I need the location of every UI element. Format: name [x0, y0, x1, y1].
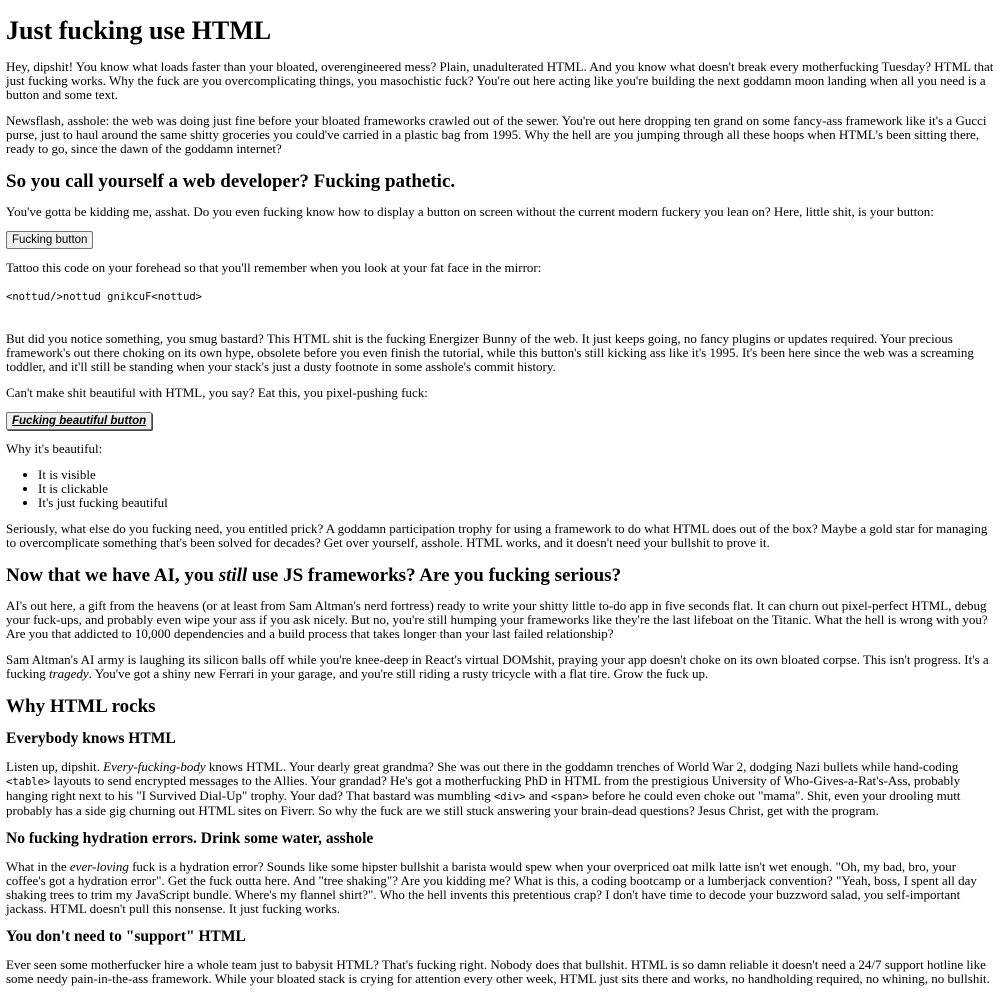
- list-item: • It is clickable: [38, 482, 994, 496]
- intro-paragraph-1: Hey, dipshit! You know what loads faster than your bloated, overengineered mess? Plain, unadulterated HTML. And you know what doesn't break every motherfucking Tuesday? HTML that just fucking works. Why the fuck are you overcomplicating things, you masochistic fuck? You're out here acting like you're building the next goddamn moon landing when all you need is a button and some text.: [6, 59, 994, 102]
- hydration-heading: No fucking hydration errors. Drink some water, asshole: [6, 830, 374, 847]
- webdev-paragraph-6: Seriously, what else do you fucking need, you entitled prick? A goddamn participation trophy for using a framework to do what HTML does out of the box? Maybe a gold star for managing to overcomplicate something that's been solved for decades? Get over yourself, asshole. HTML works, and it doesn't need your bullshit to prove it.: [6, 521, 988, 550]
- fucking-button[interactable]: Fucking button: [6, 231, 93, 249]
- beautiful-button-row: [6, 412, 994, 430]
- knows-text-4: and: [525, 788, 551, 803]
- knows-emphasis: Every-fucking-body: [103, 759, 206, 774]
- plain-button-row: [6, 231, 994, 249]
- rocks-heading: Why HTML rocks: [6, 696, 156, 717]
- ai-paragraph-2: [6, 653, 994, 681]
- webdev-paragraph-4: Can't make shit beautiful with HTML, you say? Eat this, you pixel-pushing fuck:: [6, 385, 428, 400]
- webdev-heading: So you call yourself a web developer? Fucking pathetic.: [6, 171, 456, 192]
- knows-text-5: before he could even choke out "mama". Shit, even your drooling mutt probably has a side gig churning out HTML sites on Fiverr. So why the fuck are we still stuck answering your brain-dead questions? Jesus Christ, get with the program.: [6, 788, 961, 818]
- support-heading: You don't need to "support" HTML: [6, 928, 246, 945]
- knows-text-2: knows HTML. Your dearly great grandma? She was out there in the goddamn trenches of World War 2, dodging Nazi bullets while hand-coding: [205, 759, 959, 774]
- hydration-text-1: What in the: [6, 859, 70, 874]
- webdev-paragraph-2: Tattoo this code on your forehead so that you'll remember when you look at your fat face in the mirror:: [6, 260, 542, 275]
- page-title: Just fucking use HTML: [6, 16, 272, 45]
- ai-paragraph-2-emphasis: tragedy: [48, 666, 89, 681]
- list-item: • It's just fucking beautiful: [38, 496, 994, 510]
- code-table-tag: <table>: [6, 776, 51, 788]
- hydration-emphasis: ever-loving: [69, 859, 129, 874]
- hydration-paragraph: [6, 860, 994, 916]
- fucking-beautiful-button[interactable]: Fucking beautiful button: [6, 412, 152, 430]
- beautiful-reasons-list: [6, 468, 994, 510]
- ai-heading: [6, 565, 994, 587]
- support-paragraph: Ever seen some motherfucker hire a whole team just to babysit HTML? That's fucking right. Nobody does that bullshit. HTML is so damn reliable it doesn't need a 24/7 support hotline like some needy pain-in-the-ass framework. While your bloated stack is crying for attention every other week, HTML just sits there and works, no handholding required, no whining, no bullshit.: [6, 957, 990, 986]
- ai-paragraph-1: AI's out here, a gift from the heavens (or at least from Sam Altman's nerd fortress) ready to write your shitty little to-do app in five seconds flat. It can churn out pixel-perfect HTML, debug your fuck-ups, and probably even wipe your ass if you ask nicely. But no, you're still humping your frameworks like they're the last lifeboat on the Titanic. What the hell is wrong with you? Are you that addicted to 10,000 dependencies and a build process that takes longer than your last failed relationship?: [6, 598, 988, 641]
- knows-text-1: Listen up, dipshit.: [6, 759, 104, 774]
- page: [0, 16, 1000, 986]
- code-span-tag: <span>: [550, 791, 589, 803]
- hydration-text-2: fuck is a hydration error? Sounds like some hipster bullshit a barista would spew when your overpriced oat milk latte isn't wet enough. "Oh, my bad, bro, your coffee's got a hydration error". Get the fuck outta here. And "tree shaking"? Are you kidding me? What is this, a coding bootcamp or a lumberjack convention? "Yeah, boss, I spent all day shaking trees to trim my JavaScript bundle. Where's my flannel shirt?". Who the hell invents this pretentious crap? I don't have time to decode your buzzword salad, you self-important jackass. HTML doesn't pull this nonsense. It just fucking works.: [6, 859, 977, 916]
- code-div-tag: <div>: [493, 791, 526, 803]
- code-snippet: <nottud/>nottud gnikcuF<nottud>: [6, 291, 202, 303]
- ai-heading-text-1: Now that we have AI, you: [6, 565, 219, 586]
- intro-paragraph-2: Newsflash, asshole: the web was doing just fine before your bloated frameworks crawled out of the sewer. You're out here dropping ten grand on some fancy-ass framework like it's a Gucci purse, just to haul around the same shitty groceries you could've carried in a plastic bag from 1995. Why the hell are you jumping through all these hoops when HTML's been sitting there, ready to go, since the dawn of the goddamn internet?: [6, 113, 987, 156]
- ai-heading-text-2: use JS frameworks? Are you fucking serious?: [247, 565, 622, 586]
- webdev-paragraph-1: You've gotta be kidding me, asshat. Do you even fucking know how to display a button on screen without the current modern fuckery you lean on? Here, little shit, is your button:: [6, 204, 934, 219]
- knows-text-3: layouts to send encrypted messages to the Allies. Your grandad? He's got a motherfucking PhD in HTML from the prestigious University of Who-Gives-a-Rat's-Ass, probably hanging right next to his "I Survived Dial-Up" trophy. Your dad? That bastard was mumbling: [6, 773, 961, 803]
- ai-paragraph-2-text-2: . You've got a shiny new Ferrari in your garage, and you're still riding a rusty tricycle with a flat tire. Grow the fuck up.: [88, 666, 709, 681]
- knows-paragraph: [6, 760, 994, 818]
- knows-heading: Everybody knows HTML: [6, 730, 176, 747]
- webdev-paragraph-5: Why it's beautiful:: [6, 441, 103, 456]
- webdev-paragraph-3: But did you notice something, you smug bastard? This HTML shit is the fucking Energizer Bunny of the web. It just keeps going, no fancy plugins or updates required. Your precious framework's out there choking on its own hype, obsolete before you even finish the tutorial, while this button's still kicking ass like it's 1995. It's been here since the web was a screaming toddler, and it'll still be standing when your stack's just a dusty footnote in some asshole's commit history.: [6, 331, 974, 374]
- ai-heading-emphasis: still: [218, 565, 248, 586]
- ai-paragraph-2-text-1: Sam Altman's AI army is laughing its silicon balls off while you're knee-deep in React's virtual DOMshit, praying your app doesn't choke on its own bloated corpse. This isn't progress. It's a fucking: [6, 652, 989, 681]
- list-item: • It is visible: [38, 468, 994, 482]
